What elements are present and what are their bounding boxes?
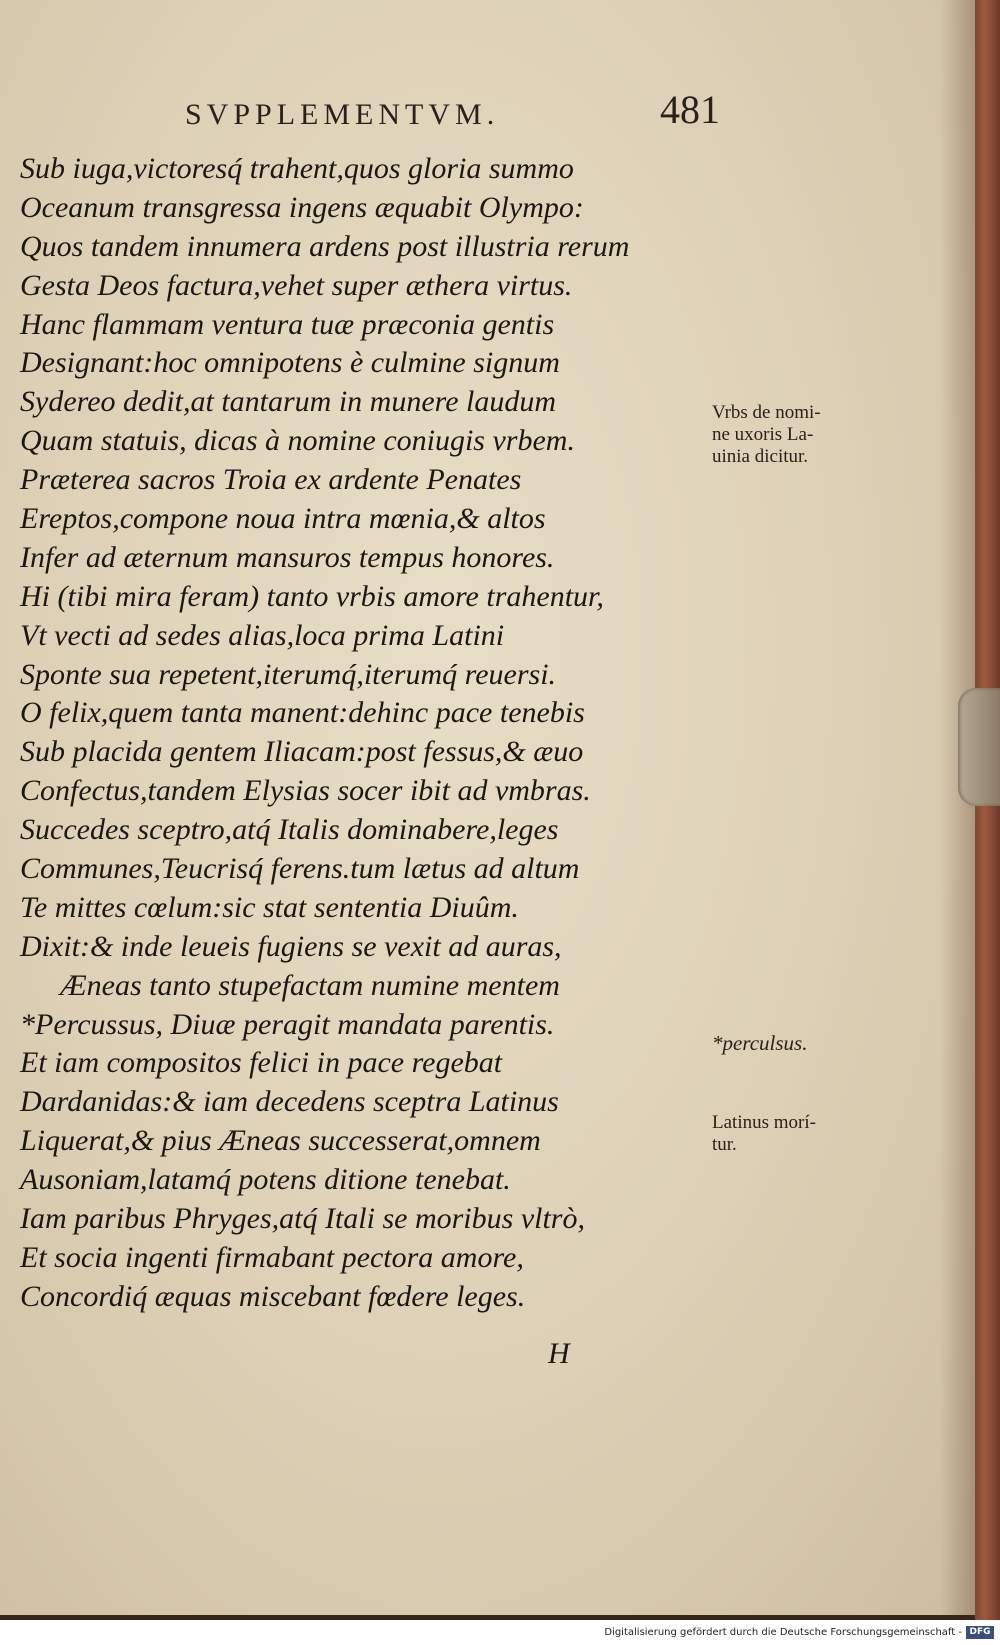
verse-line: Sub placida gentem Iliacam:post fessus,& æuo (20, 735, 584, 769)
marginal-note-latinus (712, 1112, 872, 1156)
marginal-note-line: Latinus morí- (712, 1112, 816, 1133)
book-fore-edge (975, 0, 1000, 1620)
verse-line: Dixit:& inde leueis fugiens se vexit ad auras, (20, 929, 562, 963)
verse-line: Oceanum transgressa ingens æquabit Olympo: (20, 190, 584, 224)
funding-credit: Digitalisierung gefördert durch die Deutsche Forschungsgemeinschaft - (604, 1627, 962, 1638)
marginal-note-urbs (712, 402, 872, 468)
marginal-note-line: uinia dicitur. (712, 446, 809, 467)
verse-line: Gesta Deos factura,vehet super æthera virtus. (20, 268, 573, 302)
verse-line: Hi (tibi mira feram) tanto vrbis amore trahentur, (20, 579, 604, 613)
marginal-note-line: tur. (712, 1134, 737, 1155)
catchword: H (548, 1337, 570, 1370)
marginal-note-line: Vrbs de nomi- (712, 402, 821, 423)
verse-line: Succedes sceptro,atq́ Italis dominabere,leges (20, 813, 559, 847)
verse-line: Sub iuga,victoresq́ trahent,quos gloria summo (20, 152, 574, 185)
page-gutter-shadow (940, 0, 975, 1615)
verse-line: Liquerat,& pius Æneas successerat,omnem (20, 1124, 541, 1158)
verse-line: Vt vecti ad sedes alias,loca prima Latini (20, 618, 505, 652)
verse-line: Quam statuis, dicas à nomine coniugis vrbem. (20, 424, 575, 458)
verse-line: Sydereo dedit,at tantarum in munere laudum (20, 385, 557, 419)
verse-line: Designant:hoc omnipotens è culmine signum (20, 346, 560, 380)
verse-line: Sponte sua repetent,iterumq́,iterumq́ reuersi. (20, 657, 557, 691)
verse-line: Et iam compositos felici in pace regebat (20, 1046, 503, 1080)
verse-line: Ereptos,compone noua intra mœnia,& altos (20, 502, 546, 536)
verse-text (20, 150, 720, 1317)
verse-line: O felix,quem tanta manent:dehinc pace tenebis (20, 696, 585, 730)
verse-line: Iam paribus Phryges,atq́ Itali se moribus vltrò, (20, 1202, 585, 1236)
verse-line: Præterea sacros Troia ex ardente Penates (20, 463, 522, 497)
verse-line: Dardanidas:& iam decedens sceptra Latinus (20, 1085, 559, 1119)
verse-line: Et socia ingenti firmabant pectora amore, (20, 1240, 524, 1274)
marginal-note-perculsus: *perculsus. (712, 1031, 808, 1055)
verse-line: Ausoniam,latamq́ potens ditione tenebat. (20, 1163, 511, 1197)
verse-line: Æneas tanto stupefactam numine mentem (60, 968, 560, 1002)
running-head: SVPPLEMENTVM. (185, 98, 500, 131)
verse-line: Communes,Teucrisq́ ferens.tum lætus ad altum (20, 852, 580, 886)
verse-line: Quos tandem innumera ardens post illustria rerum (20, 229, 630, 263)
verse-line: Hanc flammam ventura tuæ præconia gentis (20, 307, 555, 341)
dfg-logo: DFG (966, 1626, 994, 1639)
marginal-note-line: ne uxoris La- (712, 424, 814, 445)
verse-line: Concordiq́ æquas miscebant fœdere leges. (20, 1279, 526, 1313)
verse-line: *Percussus, Diuæ peragit mandata parentis. (20, 1007, 555, 1041)
page-tab-marker (958, 688, 1000, 806)
verse-line: Te mittes cœlum:sic stat sententia Diuûm. (20, 890, 519, 924)
verse-line: Confectus,tandem Elysias socer ibit ad vmbras. (20, 774, 591, 808)
verse-line: Infer ad æternum mansuros tempus honores. (20, 540, 555, 574)
page-number: 481 (660, 87, 720, 132)
